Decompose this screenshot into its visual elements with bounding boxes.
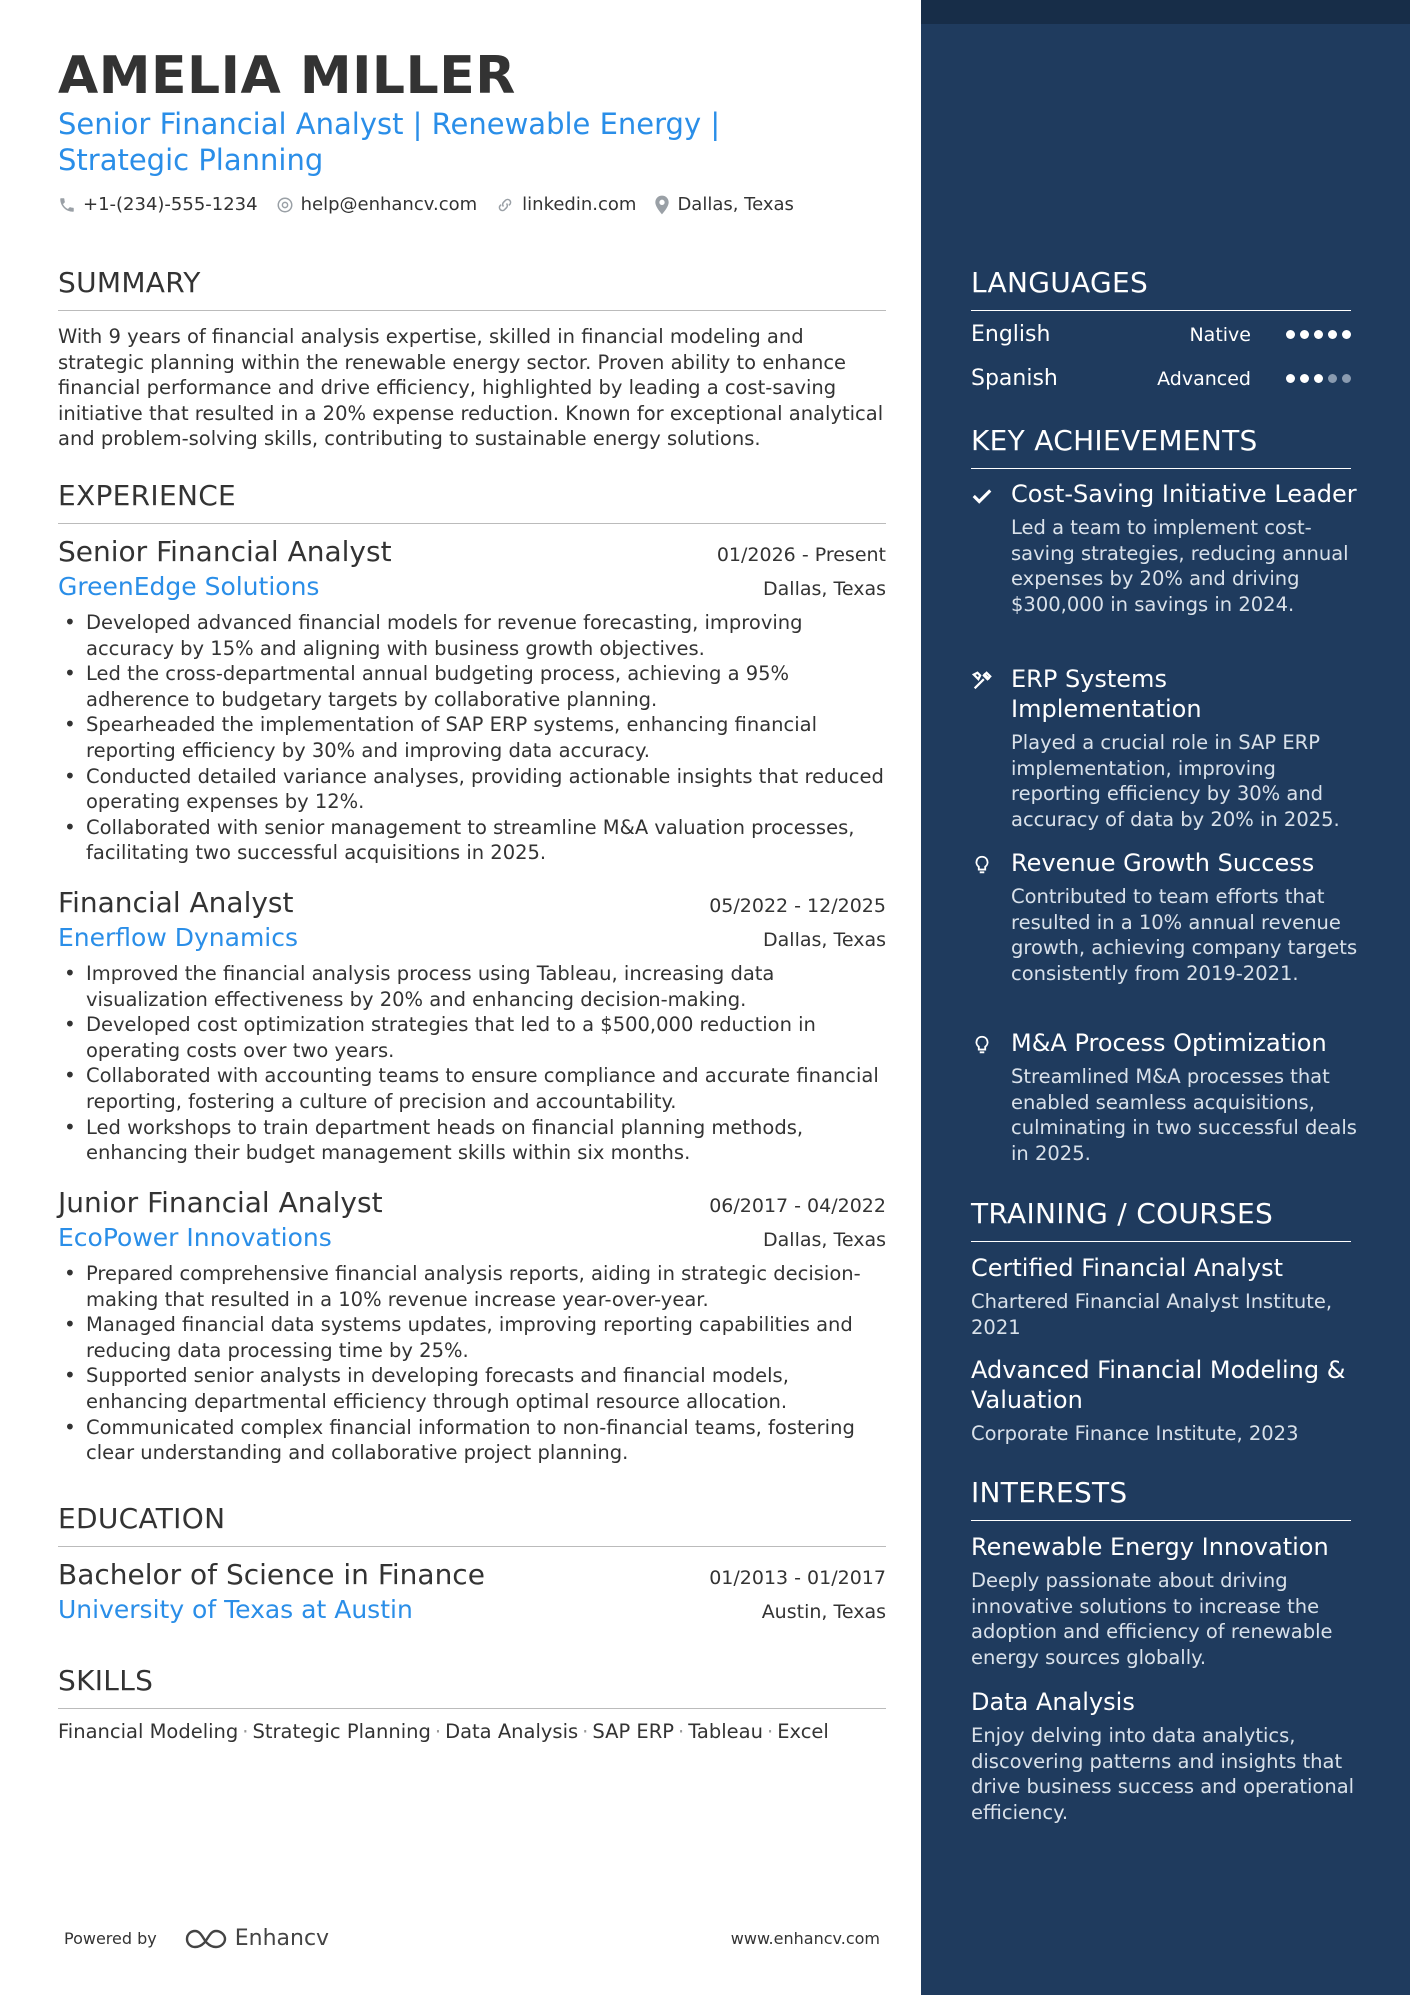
job-location: Dallas, Texas xyxy=(763,1229,886,1251)
interest-desc: Deeply passionate about driving innovative solutions to increase the adoption and efficiency of renewable energy sources globally. xyxy=(971,1569,1333,1669)
achievement-title: ERP Systems Implementation xyxy=(1011,665,1202,723)
job-entry xyxy=(58,1185,886,1466)
interest-title: Renewable Energy Innovation xyxy=(971,1533,1329,1561)
email-text[interactable]: help@enhancv.com xyxy=(300,194,478,215)
job-dates: 06/2017 - 04/2022 xyxy=(709,1195,886,1217)
location-pin-icon xyxy=(654,195,670,215)
skill-item: Excel xyxy=(777,1720,829,1743)
footer-url[interactable]: www.enhancv.com xyxy=(730,1929,880,1948)
experience-heading: EXPERIENCE xyxy=(58,479,886,524)
job-entry xyxy=(58,534,886,866)
skills-heading: SKILLS xyxy=(58,1664,886,1709)
summary-text: With 9 years of financial analysis expertise, skilled in financial modeling and strategic planning within the renewable energy sector. Proven ability to enhance financial performance and drive efficiency, highlighted by leading a cost-saving initiative that resulted in a 20% expense reduction. Known for exceptional analytical and problem-solving skills, contributing to sustainable energy solutions. xyxy=(58,325,884,451)
bullet-item: • Collaborated with accounting teams to ensure compliance and accurate financial reporting, fostering a culture of precision and accountability. xyxy=(58,1063,886,1114)
linkedin-text[interactable]: linkedin.com xyxy=(522,194,637,215)
achievement-desc: Contributed to team efforts that resulted in a 10% annual revenue growth, achieving company targets consistently from 2019-2021. xyxy=(1011,885,1358,985)
bullet-item: • Developed advanced financial models for revenue forecasting, improving accuracy by 15% and aligning with business growth objectives. xyxy=(58,610,886,661)
tools-icon xyxy=(971,670,993,692)
company-name: EcoPower Innovations xyxy=(58,1223,332,1252)
skill-item: Data Analysis xyxy=(445,1720,579,1743)
link-icon xyxy=(495,196,515,214)
language-level: Native xyxy=(1189,323,1251,346)
job-bullets xyxy=(58,610,886,866)
education-heading: EDUCATION xyxy=(58,1502,886,1547)
skill-item: SAP ERP xyxy=(592,1720,675,1743)
location-text: Dallas, Texas xyxy=(677,194,794,215)
bullet-item: • Spearheaded the implementation of SAP ERP systems, enhancing financial reporting efficiency by 30% and improving data accuracy. xyxy=(58,712,886,763)
interest-title: Data Analysis xyxy=(971,1688,1135,1716)
bullet-item: • Communicated complex financial information to non-financial teams, fostering clear understanding and collaborative project planning. xyxy=(58,1415,886,1466)
skills-list: Financial Modeling · Strategic Planning · Data Analysis · SAP ERP · Tableau · Excel xyxy=(58,1720,829,1743)
contact-linkedin[interactable] xyxy=(495,194,636,215)
sidebar-top-bar xyxy=(921,0,1410,24)
bullet-item: • Collaborated with senior management to streamline M&A valuation processes, facilitating two successful acquisitions in 2025. xyxy=(58,815,886,866)
skill-item: Strategic Planning xyxy=(252,1720,431,1743)
candidate-title: Senior Financial Analyst | Renewable Energy | Strategic Planning xyxy=(58,107,721,177)
course-desc: Chartered Financial Analyst Institute, 2021 xyxy=(971,1290,1333,1339)
interest-item xyxy=(971,1532,1361,1670)
bullet-item: • Prepared comprehensive financial analysis reports, aiding in strategic decision-making that resulted in a 10% revenue increase year-over-year. xyxy=(58,1261,886,1312)
achievement-item xyxy=(971,479,1361,617)
language-level: Advanced xyxy=(1157,367,1251,390)
achievement-title: Revenue Growth Success xyxy=(1011,849,1315,877)
language-name: Spanish xyxy=(971,366,1058,391)
language-row xyxy=(971,322,1351,347)
bullet-item: • Developed cost optimization strategies that led to a $500,000 reduction in operating costs over two years. xyxy=(58,1012,886,1063)
skill-item: Financial Modeling xyxy=(58,1720,239,1743)
job-bullets xyxy=(58,961,886,1166)
achievement-desc: Played a crucial role in SAP ERP implementation, improving reporting efficiency by 30% and accuracy of data by 20% in 2025. xyxy=(1011,731,1340,831)
lightbulb-icon xyxy=(971,1034,993,1056)
job-title: Junior Financial Analyst xyxy=(58,1186,383,1219)
at-icon xyxy=(276,196,294,214)
bullet-item: • Led workshops to train department heads on financial planning methods, enhancing their budget management skills within six months. xyxy=(58,1115,886,1166)
sidebar-column xyxy=(921,0,1410,1995)
powered-by-label: Powered by xyxy=(64,1929,157,1948)
language-rating xyxy=(1281,374,1351,383)
course-item xyxy=(971,1355,1361,1447)
bullet-item: • Improved the financial analysis process using Tableau, increasing data visualization effectiveness by 20% and enhancing decision-making. xyxy=(58,961,886,1012)
training-heading: TRAINING / COURSES xyxy=(971,1197,1351,1242)
languages-heading: LANGUAGES xyxy=(971,266,1351,311)
job-bullets xyxy=(58,1261,886,1466)
candidate-name: AMELIA MILLER xyxy=(58,46,516,106)
phone-text: +1-(234)-555-1234 xyxy=(83,194,258,215)
language-name: English xyxy=(971,322,1051,347)
language-rating xyxy=(1281,330,1351,339)
degree: Bachelor of Science in Finance xyxy=(58,1558,485,1591)
job-title: Financial Analyst xyxy=(58,886,294,919)
achievement-title: M&A Process Optimization xyxy=(1011,1029,1327,1057)
language-row xyxy=(971,366,1351,391)
check-icon xyxy=(971,485,993,507)
brand-name: Enhancv xyxy=(234,1926,330,1951)
phone-icon xyxy=(58,196,76,214)
achievements-heading: KEY ACHIEVEMENTS xyxy=(971,424,1351,469)
lightbulb-icon xyxy=(971,854,993,876)
skill-item: Tableau xyxy=(688,1720,763,1743)
course-title: Advanced Financial Modeling & Valuation xyxy=(971,1356,1346,1414)
company-name: GreenEdge Solutions xyxy=(58,572,320,601)
company-name: Enerflow Dynamics xyxy=(58,923,299,952)
achievement-title: Cost-Saving Initiative Leader xyxy=(1011,480,1357,508)
achievement-item xyxy=(971,664,1361,832)
job-entry xyxy=(58,885,886,1166)
job-title: Senior Financial Analyst xyxy=(58,535,392,568)
contact-phone xyxy=(58,194,258,215)
interest-desc: Enjoy delving into data analytics, discovering patterns and insights that drive business success and operational efficiency. xyxy=(971,1724,1355,1824)
course-desc: Corporate Finance Institute, 2023 xyxy=(971,1422,1299,1445)
interest-item xyxy=(971,1687,1361,1825)
job-location: Dallas, Texas xyxy=(763,578,886,600)
bullet-item: • Led the cross-departmental annual budgeting process, achieving a 95% adherence to budgetary targets by collaborative planning. xyxy=(58,661,886,712)
achievement-desc: Streamlined M&A processes that enabled seamless acquisitions, culminating in two successful deals in 2025. xyxy=(1011,1065,1357,1165)
interests-heading: INTERESTS xyxy=(971,1476,1351,1521)
contact-location xyxy=(654,194,794,215)
brand-logo[interactable] xyxy=(183,1926,329,1951)
education-entry xyxy=(58,1557,886,1627)
school-name: University of Texas at Austin xyxy=(58,1595,413,1624)
contact-bar xyxy=(58,194,812,215)
education-dates: 01/2013 - 01/2017 xyxy=(709,1567,886,1589)
job-dates: 01/2026 - Present xyxy=(716,544,886,566)
enhancv-logo-icon xyxy=(183,1927,229,1951)
summary-heading: SUMMARY xyxy=(58,266,886,311)
bullet-item: • Managed financial data systems updates, improving reporting capabilities and reducing data processing time by 25%. xyxy=(58,1312,886,1363)
course-item xyxy=(971,1253,1361,1340)
education-location: Austin, Texas xyxy=(761,1601,886,1623)
footer xyxy=(64,1926,880,1951)
job-location: Dallas, Texas xyxy=(763,929,886,951)
course-title: Certified Financial Analyst xyxy=(971,1254,1284,1282)
bullet-item: • Supported senior analysts in developing forecasts and financial models, enhancing departmental efficiency through optimal resource allocation. xyxy=(58,1363,886,1414)
achievement-item xyxy=(971,848,1361,986)
bullet-item: • Conducted detailed variance analyses, providing actionable insights that reduced operating expenses by 12%. xyxy=(58,764,886,815)
job-dates: 05/2022 - 12/2025 xyxy=(709,895,886,917)
achievement-item xyxy=(971,1028,1361,1166)
contact-email[interactable] xyxy=(276,194,478,215)
achievement-desc: Led a team to implement cost-saving strategies, reducing annual expenses by 20% and driving $300,000 in savings in 2024. xyxy=(1011,516,1349,616)
